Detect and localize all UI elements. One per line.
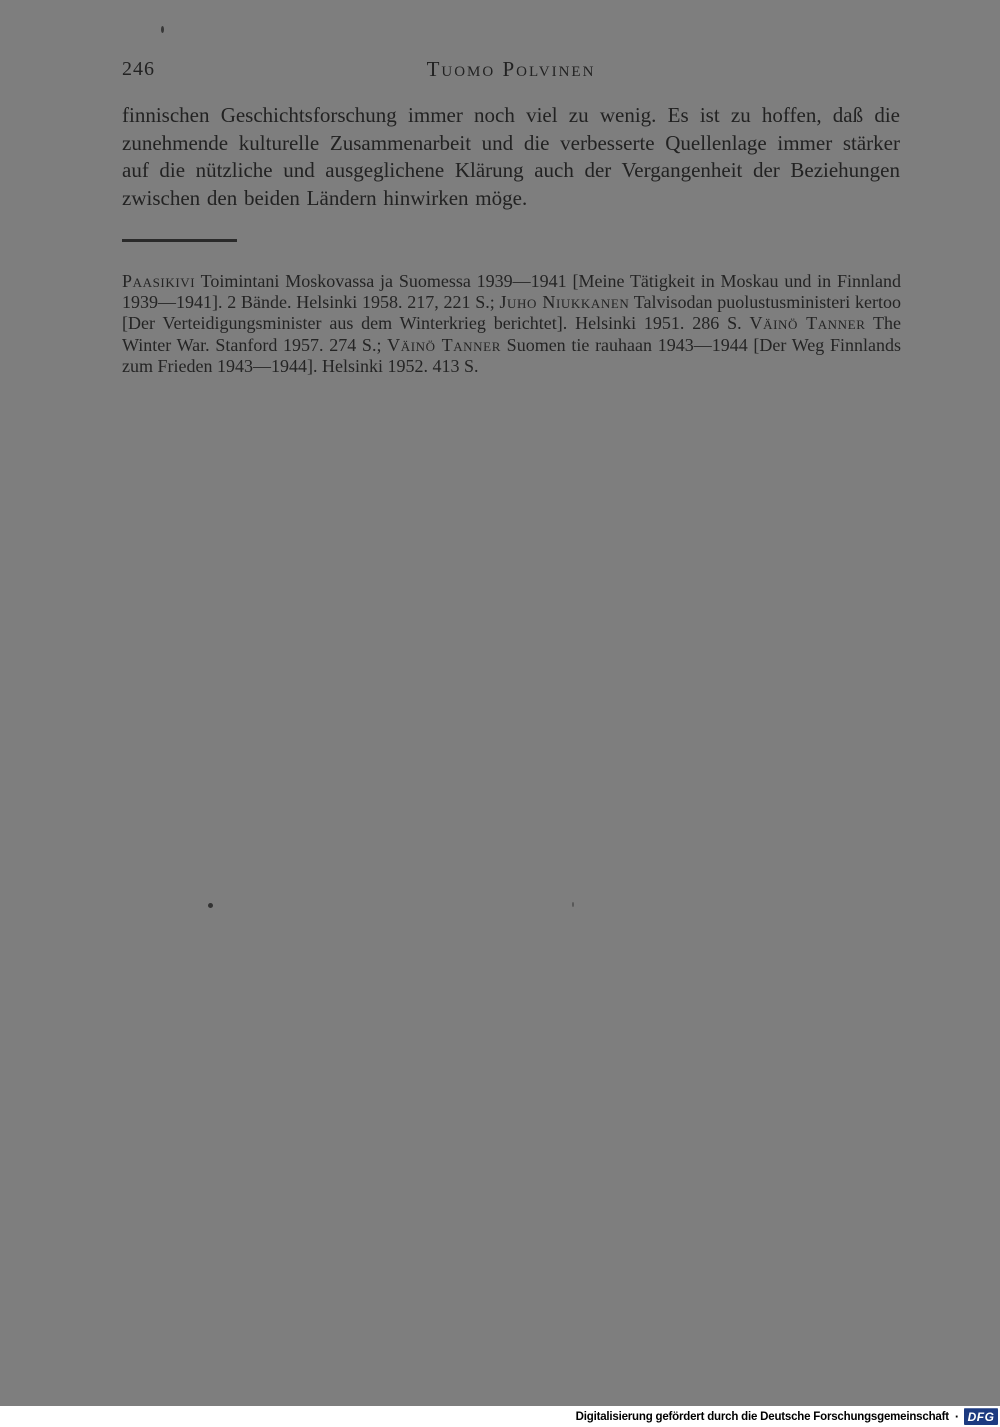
digitization-footer	[0, 1406, 1000, 1427]
footnote-segment-author: Väinö Tanner	[387, 334, 501, 355]
footnote-segment-text: Talvisodan puolustusministeri kertoo [Der Verteidigungsminister aus dem Winterkrieg berichtet]. Helsinki 1951. 286 S.	[122, 292, 901, 334]
running-head-author: Tuomo Polvinen	[426, 57, 596, 81]
footnote-segment-author: Väinö Tanner	[749, 313, 866, 334]
dfg-logo	[964, 1408, 998, 1425]
credit-separator-dot: ·	[954, 1409, 959, 1424]
footnote-segment-author: Paasikivi	[122, 271, 196, 291]
page-number: 246	[122, 58, 155, 80]
scan-artifact-speck	[161, 26, 164, 33]
digitization-credit-text: Digitalisierung gefördert durch die Deutsche Forschungsgemeinschaft	[575, 1410, 949, 1423]
footnote-segment-author: Juho Niukkanen	[499, 292, 630, 313]
body-paragraph: finnischen Geschichtsforschung immer noch viel zu wenig. Es ist zu hoffen, daß die zunehmende kulturelle Zusammenarbeit und die verbesserte Quellenlage immer stärker auf die nützliche und ausgeglichene Klärung auch der Vergangenheit der Beziehungen zwischen den beiden Ländern hinwirken möge.	[122, 103, 900, 210]
scan-artifact-speck	[208, 903, 213, 908]
footnote-separator-rule	[122, 239, 237, 242]
dfg-logo-text: DFG	[967, 1409, 995, 1424]
footnote-bibliography	[122, 271, 901, 377]
footnote-segment-text: Suomen tie rauhaan 1943—1944 [Der Weg Finnlands zum Frieden 1943—1944]. Helsinki 1952. 413 S.	[122, 334, 902, 376]
footnote-segment-text: The Winter War. Stanford 1957. 274 S.;	[122, 313, 901, 355]
footnote-segment-text: Toimintani Moskovassa ja Suomessa 1939—1941 [Meine Tätigkeit in Moskau und in Finnland 1939—1941]. 2 Bände. Helsinki 1958. 217, 221 S.;	[122, 271, 901, 313]
page-header	[122, 57, 900, 83]
scan-artifact-speck	[572, 902, 574, 907]
